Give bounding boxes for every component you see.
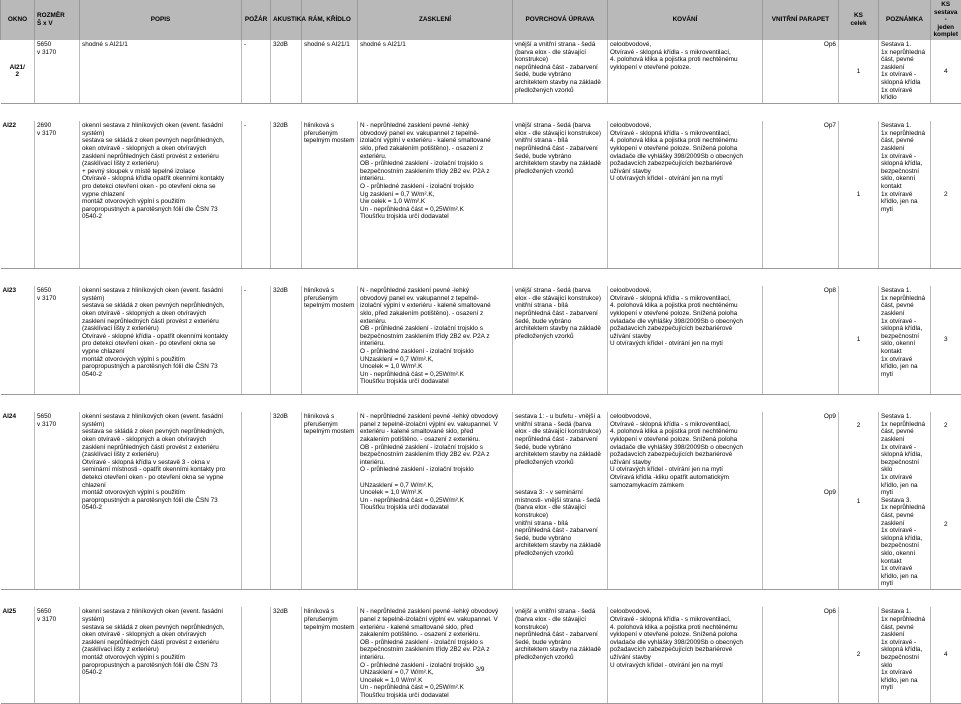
- cell-povrch: vnější a vnitřní strana - šedá (barva elox - dle stávající konstrukce) neprůhledná část - zabarvení šedé, bude vybráno architektem stavby na základě předložených vzorků: [513, 607, 608, 703]
- cell-ks-komplet: 4: [931, 40, 961, 103]
- cell-zaskleni: shodné s AI21/1: [358, 40, 513, 103]
- header-kovani: KOVÁNÍ: [608, 0, 763, 40]
- cell-ks-komplet: 2 2: [931, 412, 961, 589]
- cell-okno: AI21/ 2: [1, 40, 35, 103]
- header-ram: RÁM, KŘÍDLO: [302, 0, 358, 40]
- cell-rozmer: 2690 v 3170: [35, 121, 80, 268]
- cell-poznamka: Sestava 1. 1x neprůhledná část, pevné zasklení 1x otvíravé - sklopná křídla, bezpečnostní sklo, okenní kontakt 1x otvíravé křídlo, jen na mytí: [879, 286, 931, 394]
- table-row: [1, 607, 961, 703]
- cell-ks: 1: [839, 286, 879, 394]
- cell-popis: okenní sestava z hliníkových oken (event. fasádní systém) sestava se skládá z oken pevných neprůhledných, oken otvíravě - sklopných a oken otvíravých zasklení neprůhledných částí provést z exteriéru (zasklívací lišty z exteriéru) montáž otvorových výplní s použitím paropropustných a parotěsných fólií dle ČSN 73 0540-2: [80, 607, 242, 703]
- cell-kovani: celoobvodové, Otvíravé - sklopná křídla - s mikroventilací, 4. polohová klika a pojistka proti nechtěnému vyklopení v otevřené poloze. Snížená poloha ovladače dle vyhlášky 398/2009Sb o obecných požadavcích zabezpečujících bezbariérové užívání stavby U otvíravých křídel - otvírání jen na mytí: [608, 607, 763, 703]
- table-row: [1, 286, 961, 394]
- cell-rozmer: 5650 v 3170: [35, 40, 80, 103]
- header-popis: POPIS: [80, 0, 242, 40]
- header-zaskleni: ZASKLENÍ: [358, 0, 513, 40]
- cell-povrch: vnější a vnitřní strana - šedá (barva elox - dle stávající konstrukce) neprůhledná část - zabarvení šedé, bude vybráno architektem stavby na základě předložených vzorků: [513, 40, 608, 103]
- header-povrch: POVRCHOVÁ ÚPRAVA: [513, 0, 608, 40]
- cell-ks: 1: [839, 121, 879, 268]
- cell-rozmer: 5650 v 3170: [35, 607, 80, 703]
- cell-ram: hliníková s přerušeným tepelným mostem: [302, 286, 358, 394]
- cell-pozar: -: [242, 40, 271, 103]
- cell-kovani: celoobvodové, Otvíravé - sklopná křídla - s mikroventilací, 4. polohová klika a pojistka proti nechtěnému vyklopení v otevřené poloze. Snížená poloha ovladače dle vyhlášky 398/2009Sb o obecných požadavcích zabezpečujících bezbariérové užívání stavby U otvíravých křídel - otvírání jen na mytí: [608, 121, 763, 268]
- cell-ks: 2 1: [839, 412, 879, 589]
- cell-kovani: celoobvodové, Otvíravé - sklopná křídla - s mikroventilací, 4. polohová klika a pojistka proti nechtěnému vyklopení v otevřené poloze. Snížená poloha ovladače dle vyhlášky 398/2009Sb o obecných požadavcích zabezpečujících bezbariérové užívání stavby U otvíravých křídel - otvírání jen na mytí Otvíravá křídla -kliku opatřit automatickým samozamykacím zámkem: [608, 412, 763, 589]
- cell-ks: 2: [839, 607, 879, 703]
- header-row: [1, 0, 961, 40]
- row-separator: [1, 589, 961, 607]
- cell-parapet: Op7: [763, 121, 839, 268]
- cell-parapet: Op6: [763, 40, 839, 103]
- cell-pozar: -: [242, 121, 271, 268]
- page-number: 3/9: [475, 666, 485, 673]
- cell-ks-komplet: 3: [931, 286, 961, 394]
- cell-akustika: 32dB: [271, 121, 302, 268]
- cell-parapet: Op8: [763, 286, 839, 394]
- header-ks: KS celek: [839, 0, 879, 40]
- cell-poznamka: Sestava 1. 1x neprůhledná část, pevné zasklení 1x otvíravé - sklopná křídla, bezpečnostní sklo, okenní kontakt 1x otvíravé křídlo, jen na mytí: [879, 121, 931, 268]
- row-separator: [1, 394, 961, 412]
- cell-okno: AI24: [1, 412, 35, 589]
- cell-poznamka: Sestava 1. 1x neprůhledná část, pevné zasklení 1x otvíravé - sklopná křídla, bezpečnostní sklo 1x otvíravé křídlo, jen na mytí Sestava 3. 1x neprůhledná část, pevné zasklení 1x otvíravé - sklopná křídla, bezpečnostní sklo, okenní kontakt 1x otvíravé křídlo, jen na mytí: [879, 412, 931, 589]
- table-row: [1, 121, 961, 268]
- header-poznamka: POZNÁMKA: [879, 0, 931, 40]
- cell-kovani: celoobvodové, Otvíravé - sklopná křídla - s mikroventilací, 4. polohová klika a pojistka proti nechtěnému vyklopení v otevřené poloze. Snížená poloha ovladače dle vyhlášky 398/2009Sb o obecných požadavcích zabezpečujících bezbariérové užívání stavby U otvíravých křídel - otvírání jen na mytí: [608, 286, 763, 394]
- cell-pozar: [242, 607, 271, 703]
- cell-zaskleni: N - neprůhledné zasklení pevné -lehký obvodový panel z tepelně-izolační výplní ev. vakupannel. V exteriéru - kalené smaltované sklo, před zakalením potištěno. - osazení z exteriéru. OB - průhledné zasklení - izolační trojsklo s bezpečnostním zasklením třídy 2B2 ev. P2A z interiéru. O - průhledné zasklení - izolační trojsklo UNzasklení = 0,7 W/m².K, Uncelek = 1,0 W/m².K Un - neprůhledná část = 0,25W/m².K Tloušťku trojskla určí dodavatel: [358, 412, 513, 589]
- cell-popis: shodné s AI21/1: [80, 40, 242, 103]
- cell-poznamka: Sestava 1. 1x neprůhledná část, pevné zasklení 1x otvíravé - sklopná křídla, bezpečnostní sklo 1x otvíravé křídlo, jen na mytí: [879, 607, 931, 703]
- cell-ks-komplet: 2: [931, 121, 961, 268]
- cell-povrch: sestava 1: - u bufetu - vnější a vnitřní strana - šedá (barva elox - dle stávající konstrukce) neprůhledná část - zabarvení šedé, bude vybráno architektem stavby na základě předložených vzorků sestava 3: - v seminární místnosti- vnější strana - šedá (barva elox - dle stávající konstrukce) vnitřní strana - bílá neprůhledná část - zabarvení šedé, bude vybráno architektem stavby na základě předložených vzorků: [513, 412, 608, 589]
- cell-pozar: -: [242, 286, 271, 394]
- cell-akustika: 32dB: [271, 607, 302, 703]
- cell-popis: okenní sestava z hliníkových oken (event. fasádní systém) sestava se skládá z oken pevných neprůhledných, oken otvíravě - sklopných a oken otvíravých zasklení neprůhledných částí provést z exteriéru (zasklívací lišty z exteriéru) Otvíravé - sklopná křídla v sestavě 3 - okna v seminární místnosti - opatřit okenními kontakty pro detekci otevření oken - po otevření okna se vypne chlazení montáž otvorových výplní s použitím paropropustných a parotěsných fólií dle ČSN 73 0540-2: [80, 412, 242, 589]
- cell-povrch: vnější strana - šedá (barva elox - dle stávající konstrukce) vnitřní strana - bílá neprůhledná část - zabarvení šedé, bude vybráno architektem stavby na základě předložených vzorků: [513, 286, 608, 394]
- cell-akustika: 32dB: [271, 412, 302, 589]
- cell-ram: shodné s AI21/1: [302, 40, 358, 103]
- cell-ks-komplet: 4: [931, 607, 961, 703]
- cell-povrch: vnější strana - šedá (barva elox - dle stávající konstrukce) vnitřní strana - bílá neprůhledná část - zabarvení šedé, bude vybráno architektem stavby na základě předložených vzorků: [513, 121, 608, 268]
- cell-zaskleni: N - neprůhledné zasklení pevné -lehký obvodový panel z tepelně-izolační výplní ev. vakupannel. V exteriéru - kalené smaltované sklo, před zakalením potištěno. - osazení z exteriéru. OB - průhledné zasklení - izolační trojsklo s bezpečnostním zasklením třídy 2B2 ev. P2A z interiéru. O - průhledné zasklení - izolační trojsklo UNzasklení = 0,7 W/m².K, Uncelek = 1,0 W/m².K Un - neprůhledná část = 0,25W/m².K Tloušťku trojskla určí dodavatel: [358, 607, 513, 703]
- row-separator: [1, 268, 961, 286]
- header-rozmer: ROZMĚR Š x V: [35, 0, 80, 40]
- cell-popis: okenní sestava z hliníkových oken (event. fasádní systém) sestava se skládá z oken pevných neprůhledných, oken otvíravě - sklopných a oken otvíravých zasklení neprůhledných částí provést z exteriéru (zasklívací lišty z exteriéru) Otvíravé - sklopné křídla - opatřit okenními kontakty pro detekci otevření oken - po otevření okna se vypne chlazení montáž otvorových výplní s použitím paropropustných a parotěsných fólií dle ČSN 73 0540-2: [80, 286, 242, 394]
- cell-ram: hliníková s přerušeným tepelným mostem: [302, 412, 358, 589]
- cell-okno: AI25: [1, 607, 35, 703]
- cell-popis: okenní sestava z hliníkových oken (event. fasádní systém) sestava se skládá z oken pevných neprůhledných, oken otvíravě - sklopných a oken otvíravých zasklení neprůhledných částí provést z exteriéru (zasklívací lišty z exteriéru) + pevný sloupek v místě tepelné izolace Otvíravé - sklopná křídla opatřit okenními kontakty pro detekci otevření oken - po otevření okna se vypne chlazení montáž otvorových výplní s použitím paropropustných a parotěsných fólií dle ČSN 73 0540-2: [80, 121, 242, 268]
- cell-parapet: Op6: [763, 607, 839, 703]
- cell-zaskleni: N - neprůhledné zasklení pevné -lehký obvodový panel ev. vakupannel z tepelně- izolační výplní v exteriéru - kalené smaltované sklo, před zakalením potištěno). - osazení z exteriéru. OB - průhledné zasklení - izolační trojsklo s bezpečnostním zasklením třídy 2B2 ev. P2A z interiéru. O - průhledné zasklení - izolační trojsklo Ug zasklení = 0,7 W/m².K, Uw celek = 1,0 W/m².K Un - neprůhledná část = 0,25W/m².K Tloušťku trojskla určí dodavatel: [358, 121, 513, 268]
- cell-rozmer: 5650 v 3170: [35, 286, 80, 394]
- cell-akustika: 32dB: [271, 40, 302, 103]
- header-okno: OKNO: [1, 0, 35, 40]
- cell-okno: AI22: [1, 121, 35, 268]
- cell-ram: hliníková s přerušeným tepelným mostem: [302, 607, 358, 703]
- cell-rozmer: 5650 v 3170: [35, 412, 80, 589]
- header-ks-komplet: KS sestava - jeden komplet: [931, 0, 961, 40]
- cell-zaskleni: N - neprůhledné zasklení pevné -lehký obvodový panel ev. vakupannel z tepelně- izolační výplní v exteriéru - kalené smaltované sklo, před zakalením potištěno). - osazení z exteriéru. OB - průhledné zasklení - izolační trojsklo s bezpečnostním zasklením třídy 2B2 ev. P2A z interiéru. O - průhledné zasklení - izolační trojsklo UNzasklení = 0,7 W/m².K, Uncelek = 1,0 W/m².K Un - neprůhledná část = 0,25W/m².K Tloušťku trojskla určí dodavatel: [358, 286, 513, 394]
- row-separator: [1, 103, 961, 121]
- header-pozar: POŽÁR: [242, 0, 271, 40]
- table-row: [1, 40, 961, 103]
- cell-kovani: celoobvodové, Otvíravé - sklopná křídla - s mikroventilací, 4. polohová klika a pojistka proti nechtěnému vyklopení v otevřené poloze.: [608, 40, 763, 103]
- header-parapet: VNITŘNÍ PARAPET: [763, 0, 839, 40]
- cell-parapet: Op9 Op9: [763, 412, 839, 589]
- header-akustika: AKUSTIKA: [271, 0, 302, 40]
- cell-pozar: [242, 412, 271, 589]
- cell-akustika: 32dB: [271, 286, 302, 394]
- cell-ks: 1: [839, 40, 879, 103]
- table-row: [1, 412, 961, 589]
- cell-okno: AI23: [1, 286, 35, 394]
- cell-poznamka: Sestava 1. 1x neprůhledná část, pevné zasklení 1x otvíravé - sklopná křídla 1x otvíravé křídlo: [879, 40, 931, 103]
- cell-ram: hliníková s přerušeným tepelným mostem: [302, 121, 358, 268]
